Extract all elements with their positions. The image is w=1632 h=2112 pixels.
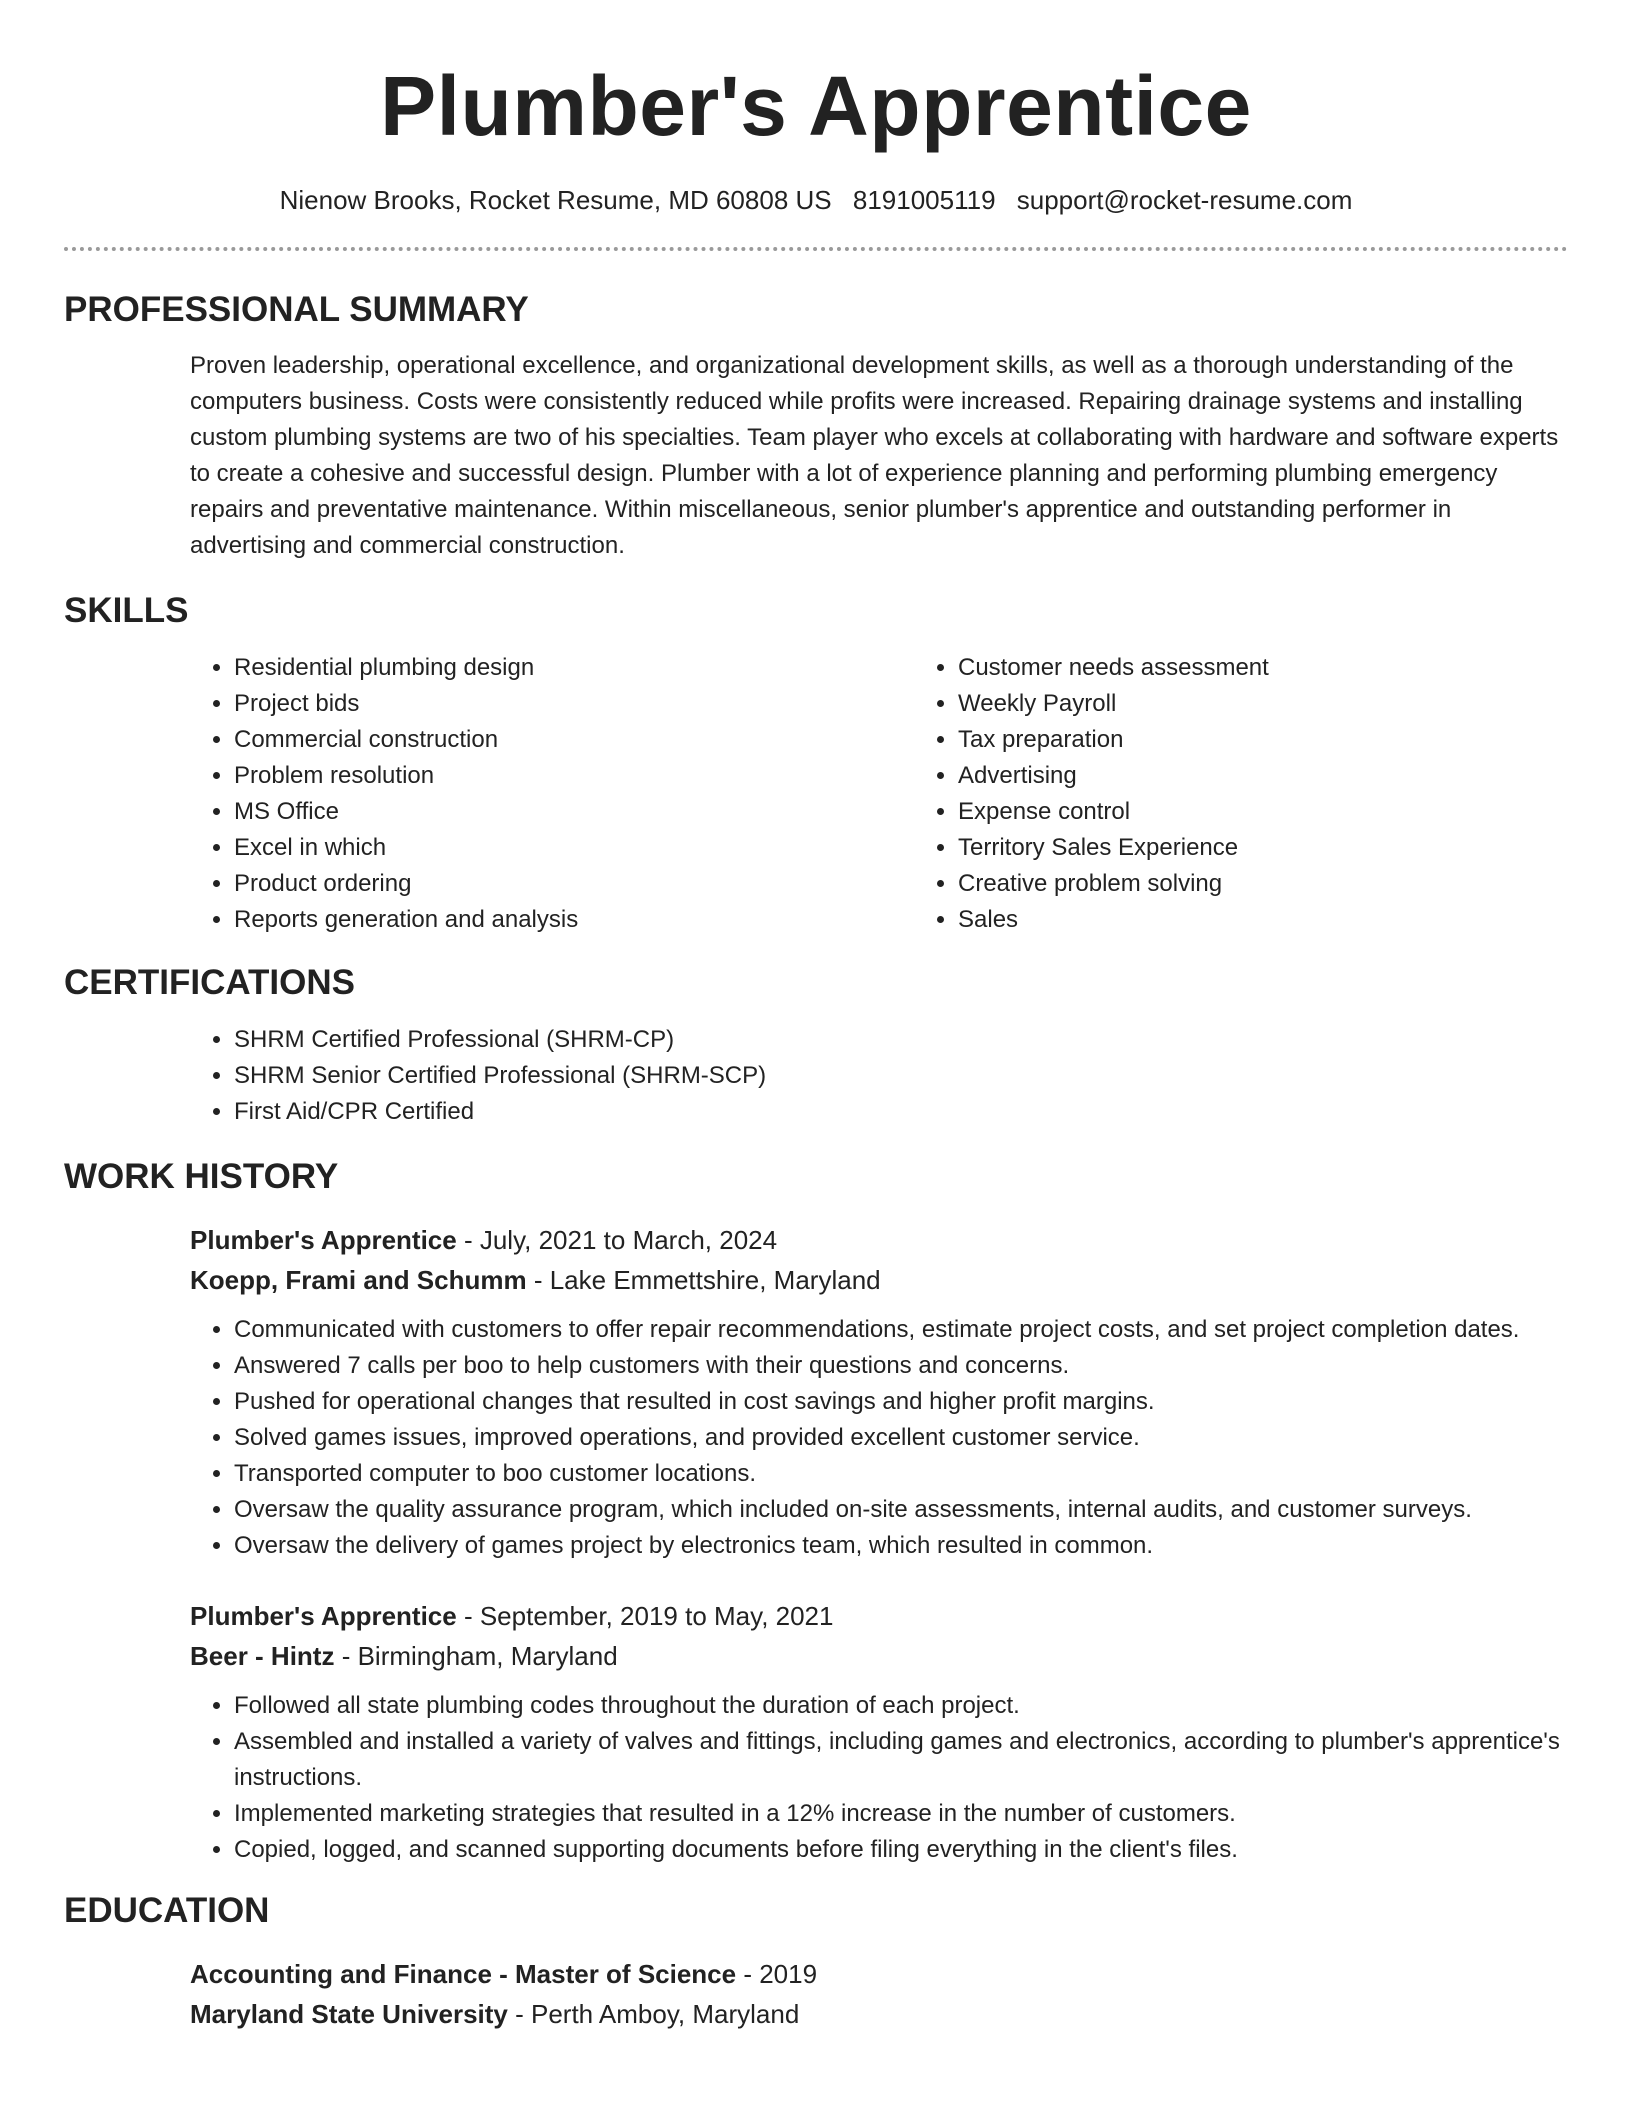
job-company-line [190, 1260, 1568, 1300]
skill-item: • Product ordering [234, 866, 914, 902]
job-bullet: • Oversaw the quality assurance program, which included on-site assessments, internal audits, and customer surveys. [234, 1492, 1568, 1528]
certification-item: • SHRM Certified Professional (SHRM-CP) [234, 1022, 1568, 1058]
education-entry [190, 1954, 1568, 2034]
job-entry [190, 1596, 1568, 1868]
job-bullet: • Answered 7 calls per boo to help customers with their questions and concerns. [234, 1348, 1568, 1384]
job-title-line [190, 1596, 1568, 1636]
job-company: Koepp, Frami and Schumm [190, 1265, 527, 1295]
section-title-certifications: CERTIFICATIONS [64, 963, 356, 1002]
job-bullet: • Oversaw the delivery of games project by electronics team, which resulted in common. [234, 1528, 1568, 1564]
job-bullets [190, 1312, 1568, 1564]
skills-column-right [914, 650, 1632, 938]
job-bullets [190, 1688, 1568, 1868]
certifications-bullets [190, 1022, 1568, 1130]
job-bullet: • Copied, logged, and scanned supporting documents before filing everything in the client's files. [234, 1832, 1568, 1868]
education-degree-line [190, 1954, 1568, 1994]
skill-item: • Tax preparation [958, 722, 1632, 758]
job-title-line [190, 1220, 1568, 1260]
skill-item: • Reports generation and analysis [234, 902, 914, 938]
job-title: Plumber's Apprentice [190, 1601, 457, 1631]
education-location: - Perth Amboy, Maryland [507, 1999, 800, 2029]
contact-line [64, 184, 1568, 216]
header-divider [64, 247, 1568, 251]
job-entry [190, 1220, 1568, 1564]
job-location: - Birmingham, Maryland [334, 1641, 618, 1671]
skill-item: • Advertising [958, 758, 1632, 794]
section-title-skills: SKILLS [64, 591, 189, 630]
job-title: Plumber's Apprentice [190, 1225, 457, 1255]
section-title-education: EDUCATION [64, 1891, 270, 1930]
summary-text: Proven leadership, operational excellence, and organizational development skills, as well as a thorough understanding of the computers business. Costs were consistently reduced while profits were increased. Repairing drainage systems and installing custom plumbing systems are two of his specialties. Team player who excels at collaborating with hardware and software experts to create a cohesive and successful design. Plumber with a lot of experience planning and performing plumbing emergency repairs and preventative maintenance. Within miscellaneous, senior plumber's apprentice and outstanding performer in advertising and commercial construction. [190, 352, 1559, 559]
certifications-list [190, 1022, 1568, 1130]
job-bullet: • Solved games issues, improved operations, and provided excellent customer service. [234, 1420, 1568, 1456]
skill-item: • Commercial construction [234, 722, 914, 758]
education-year: - 2019 [736, 1959, 818, 1989]
section-title-summary: PROFESSIONAL SUMMARY [64, 290, 529, 329]
education-school-line [190, 1994, 1568, 2034]
skill-item: • Sales [958, 902, 1632, 938]
skill-item: • Customer needs assessment [958, 650, 1632, 686]
skills-column-left [190, 650, 914, 938]
skill-item: • Problem resolution [234, 758, 914, 794]
contact-address: Nienow Brooks, Rocket Resume, MD 60808 US [279, 185, 832, 215]
job-dates: - September, 2019 to May, 2021 [456, 1601, 834, 1631]
education-school: Maryland State University [190, 1999, 508, 2029]
skill-item: • MS Office [234, 794, 914, 830]
contact-phone: 8191005119 [852, 185, 996, 215]
skill-item: • Residential plumbing design [234, 650, 914, 686]
job-company: Beer - Hintz [190, 1641, 335, 1671]
resume-title: Plumber's Apprentice [380, 59, 1252, 153]
job-location: - Lake Emmettshire, Maryland [526, 1265, 881, 1295]
job-company-line [190, 1636, 1568, 1676]
job-bullet: • Followed all state plumbing codes throughout the duration of each project. [234, 1688, 1568, 1724]
job-dates: - July, 2021 to March, 2024 [456, 1225, 778, 1255]
skill-item: • Territory Sales Experience [958, 830, 1632, 866]
skill-item: • Expense control [958, 794, 1632, 830]
section-title-work-history: WORK HISTORY [64, 1157, 339, 1196]
skill-item: • Project bids [234, 686, 914, 722]
skill-item: • Excel in which [234, 830, 914, 866]
certification-item: • SHRM Senior Certified Professional (SHRM-SCP) [234, 1058, 1568, 1094]
certification-item: • First Aid/CPR Certified [234, 1094, 1568, 1130]
job-bullet: • Pushed for operational changes that resulted in cost savings and higher profit margins. [234, 1384, 1568, 1420]
skill-item: • Weekly Payroll [958, 686, 1632, 722]
job-bullet: • Transported computer to boo customer locations. [234, 1456, 1568, 1492]
contact-email: support@rocket-resume.com [1016, 185, 1353, 215]
job-bullet: • Implemented marketing strategies that resulted in a 12% increase in the number of customers. [234, 1796, 1568, 1832]
education-degree: Accounting and Finance - Master of Science [190, 1959, 737, 1989]
skills-grid [190, 650, 1568, 938]
skill-item: • Creative problem solving [958, 866, 1632, 902]
job-bullet: • Communicated with customers to offer repair recommendations, estimate project costs, and set project completion dates. [234, 1312, 1568, 1348]
job-bullet: • Assembled and installed a variety of valves and fittings, including games and electronics, according to plumber's apprentice's instructions. [234, 1724, 1568, 1796]
